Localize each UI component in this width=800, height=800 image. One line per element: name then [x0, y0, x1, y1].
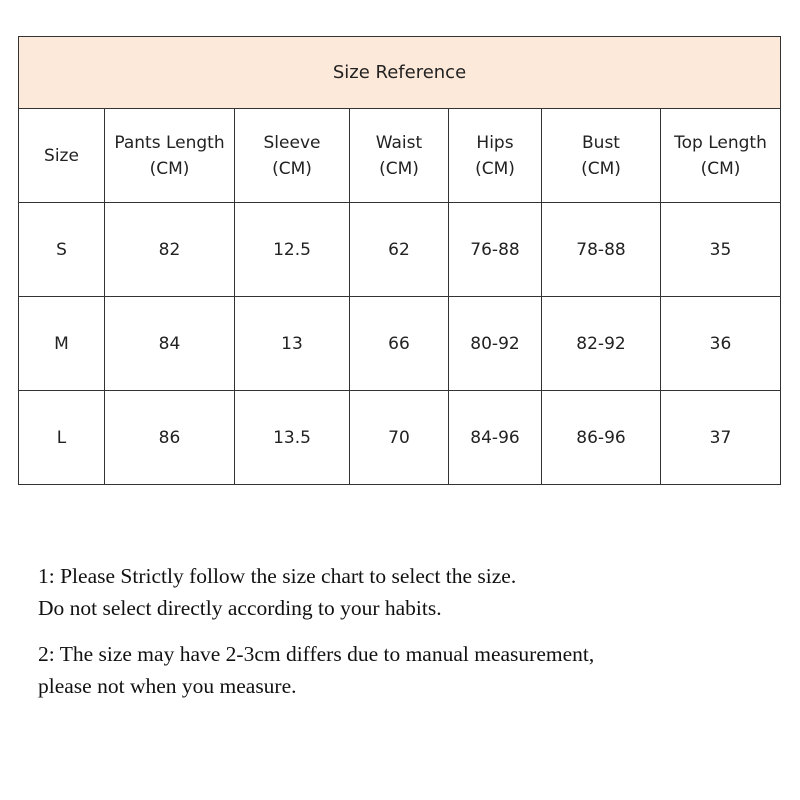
size-notes	[38, 560, 778, 702]
header-pants-length	[105, 109, 235, 203]
header-waist-unit: (CM)	[379, 158, 419, 179]
header-size-label: Size	[44, 145, 79, 166]
header-hips-unit: (CM)	[475, 158, 515, 179]
cell-waist: 70	[350, 391, 449, 485]
header-top-length	[661, 109, 781, 203]
size-reference-table	[18, 36, 781, 485]
header-sleeve	[235, 109, 350, 203]
cell-top-length: 36	[661, 297, 781, 391]
header-sleeve-unit: (CM)	[272, 158, 312, 179]
header-top-length-label: Top Length	[674, 132, 767, 153]
header-bust	[542, 109, 661, 203]
note-2-line-2: please not when you measure.	[38, 674, 297, 698]
table-title-row	[19, 37, 781, 109]
cell-bust: 78-88	[542, 203, 661, 297]
note-1-line-2: Do not select directly according to your habits.	[38, 596, 442, 620]
header-pants-length-unit: (CM)	[149, 158, 190, 179]
header-size	[19, 109, 105, 203]
cell-pants-length: 84	[105, 297, 235, 391]
table-row-l	[19, 391, 781, 485]
cell-hips: 76-88	[449, 203, 542, 297]
header-waist	[350, 109, 449, 203]
table-header-row	[19, 109, 781, 203]
header-hips-label: Hips	[476, 132, 514, 153]
cell-size: M	[19, 297, 105, 391]
cell-waist: 66	[350, 297, 449, 391]
cell-sleeve: 13	[235, 297, 350, 391]
cell-pants-length: 82	[105, 203, 235, 297]
cell-top-length: 35	[661, 203, 781, 297]
cell-hips: 84-96	[449, 391, 542, 485]
header-sleeve-label: Sleeve	[263, 132, 321, 153]
header-waist-label: Waist	[375, 132, 423, 153]
cell-sleeve: 12.5	[235, 203, 350, 297]
header-top-length-unit: (CM)	[700, 158, 741, 179]
header-pants-length-label: Pants Length	[114, 132, 225, 153]
header-hips	[449, 109, 542, 203]
note-1-line-1: 1: Please Strictly follow the size chart to select the size.	[38, 564, 517, 588]
cell-pants-length: 86	[105, 391, 235, 485]
table-row-m	[19, 297, 781, 391]
table-title: Size Reference	[19, 37, 781, 109]
table-row-s	[19, 203, 781, 297]
cell-waist: 62	[350, 203, 449, 297]
cell-hips: 80-92	[449, 297, 542, 391]
cell-bust: 86-96	[542, 391, 661, 485]
cell-size: L	[19, 391, 105, 485]
header-bust-unit: (CM)	[581, 158, 621, 179]
note-spacer	[38, 624, 778, 638]
header-bust-label: Bust	[582, 132, 620, 153]
note-2-line-1: 2: The size may have 2-3cm differs due to manual measurement,	[38, 642, 595, 666]
cell-bust: 82-92	[542, 297, 661, 391]
cell-size: S	[19, 203, 105, 297]
cell-sleeve: 13.5	[235, 391, 350, 485]
cell-top-length: 37	[661, 391, 781, 485]
